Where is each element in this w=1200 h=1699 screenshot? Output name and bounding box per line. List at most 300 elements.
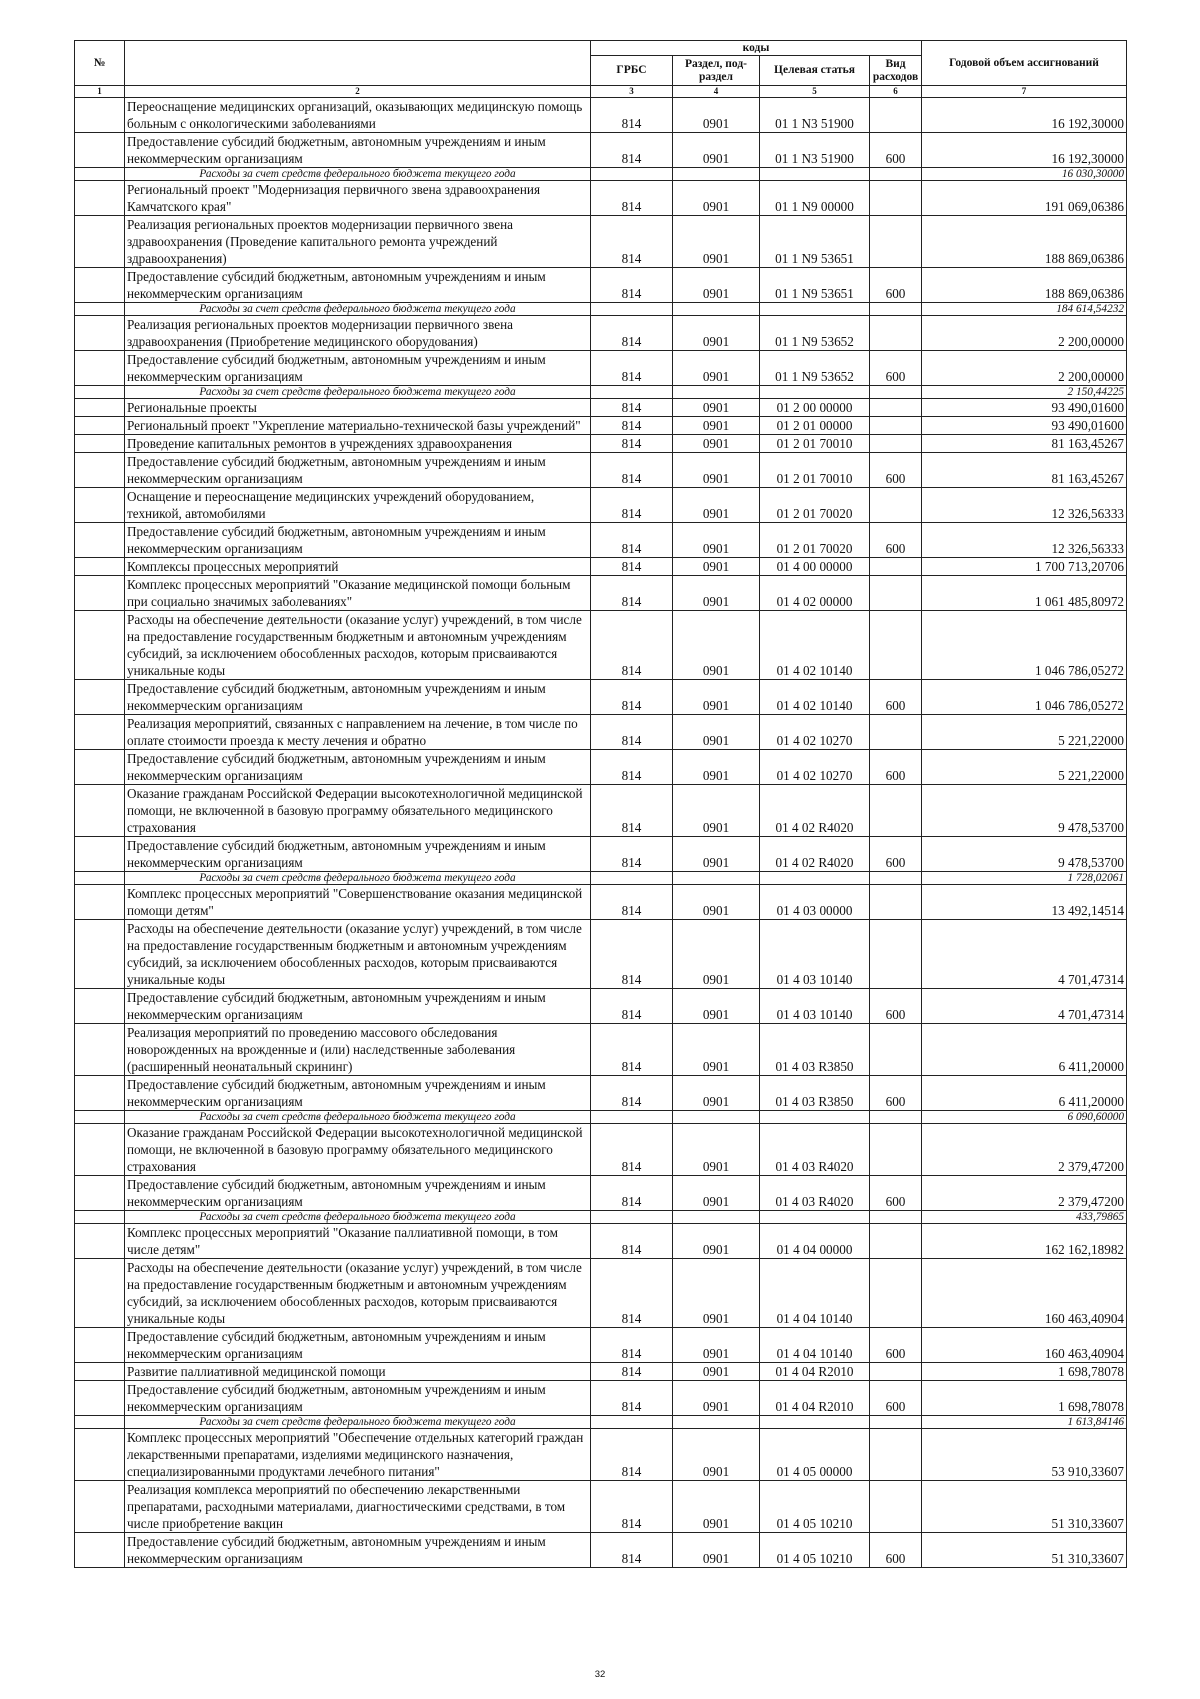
cell-grbs — [591, 1111, 673, 1124]
cell-kind — [870, 872, 922, 885]
table-row — [75, 837, 1127, 872]
cell-target: 01 4 03 R4020 — [760, 1124, 870, 1176]
table-header — [75, 41, 1127, 98]
cell-target: 01 4 02 10140 — [760, 611, 870, 680]
cell-kind — [870, 1363, 922, 1381]
cell-grbs — [591, 1416, 673, 1429]
cell-kind — [870, 1211, 922, 1224]
cell-kind — [870, 488, 922, 523]
cell-no — [75, 1224, 125, 1259]
cell-kind: 600 — [870, 268, 922, 303]
table-row — [75, 1328, 1127, 1363]
cell-amount: 1 698,78078 — [922, 1381, 1127, 1416]
cell-grbs: 814 — [591, 715, 673, 750]
cell-amount: 12 326,56333 — [922, 523, 1127, 558]
cell-section: 0901 — [673, 837, 760, 872]
cell-no — [75, 872, 125, 885]
column-number: 6 — [870, 86, 922, 98]
cell-name: Комплекс процессных мероприятий "Совершенствование оказания медицинской помощи детям" — [125, 885, 591, 920]
table-row — [75, 1124, 1127, 1176]
cell-target: 01 4 05 00000 — [760, 1429, 870, 1481]
cell-grbs: 814 — [591, 417, 673, 435]
table-row — [75, 1076, 1127, 1111]
cell-no — [75, 715, 125, 750]
cell-target: 01 4 04 R2010 — [760, 1381, 870, 1416]
cell-section: 0901 — [673, 885, 760, 920]
cell-target — [760, 303, 870, 316]
header-name — [125, 41, 591, 86]
cell-grbs: 814 — [591, 1363, 673, 1381]
cell-no — [75, 1429, 125, 1481]
cell-no — [75, 1363, 125, 1381]
federal-budget-row — [75, 1211, 1127, 1224]
cell-amount: 5 221,22000 — [922, 715, 1127, 750]
cell-kind — [870, 1124, 922, 1176]
table-row — [75, 750, 1127, 785]
cell-no — [75, 386, 125, 399]
cell-no — [75, 98, 125, 133]
table-row — [75, 785, 1127, 837]
table-row — [75, 417, 1127, 435]
cell-section — [673, 872, 760, 885]
cell-kind — [870, 303, 922, 316]
cell-section: 0901 — [673, 98, 760, 133]
cell-amount: 6 090,60000 — [922, 1111, 1127, 1124]
cell-name: Региональный проект "Укрепление материально-технической базы учреждений" — [125, 417, 591, 435]
cell-no — [75, 837, 125, 872]
cell-no — [75, 303, 125, 316]
page-number: 32 — [594, 1669, 606, 1680]
cell-section: 0901 — [673, 435, 760, 453]
cell-grbs — [591, 872, 673, 885]
cell-amount: 16 192,30000 — [922, 98, 1127, 133]
cell-kind: 600 — [870, 1176, 922, 1211]
cell-section: 0901 — [673, 316, 760, 351]
cell-target: 01 1 N9 00000 — [760, 181, 870, 216]
cell-kind — [870, 216, 922, 268]
cell-kind — [870, 558, 922, 576]
cell-section: 0901 — [673, 1024, 760, 1076]
cell-no — [75, 181, 125, 216]
cell-name: Расходы за счет средств федерального бюджета текущего года — [125, 1416, 591, 1429]
budget-table — [74, 40, 1127, 1568]
cell-target: 01 4 02 00000 — [760, 576, 870, 611]
cell-grbs: 814 — [591, 1176, 673, 1211]
cell-name: Расходы за счет средств федерального бюджета текущего года — [125, 386, 591, 399]
cell-grbs: 814 — [591, 1381, 673, 1416]
cell-section — [673, 1416, 760, 1429]
cell-grbs: 814 — [591, 1259, 673, 1328]
cell-grbs: 814 — [591, 1429, 673, 1481]
cell-kind — [870, 181, 922, 216]
cell-grbs: 814 — [591, 920, 673, 989]
cell-section: 0901 — [673, 1481, 760, 1533]
header-annual: Годовой объем ассигнований — [922, 41, 1127, 86]
cell-kind — [870, 715, 922, 750]
cell-target — [760, 1416, 870, 1429]
cell-kind — [870, 1224, 922, 1259]
cell-kind — [870, 168, 922, 181]
cell-no — [75, 1259, 125, 1328]
cell-target: 01 4 03 10140 — [760, 989, 870, 1024]
cell-grbs: 814 — [591, 837, 673, 872]
cell-name: Развитие паллиативной медицинской помощи — [125, 1363, 591, 1381]
cell-name: Предоставление субсидий бюджетным, автономным учреждениям и иным некоммерческим организациям — [125, 268, 591, 303]
column-number: 1 — [75, 86, 125, 98]
cell-grbs: 814 — [591, 1533, 673, 1568]
federal-budget-row — [75, 872, 1127, 885]
cell-section: 0901 — [673, 1363, 760, 1381]
cell-amount: 1 061 485,80972 — [922, 576, 1127, 611]
cell-amount: 2 379,47200 — [922, 1124, 1127, 1176]
cell-grbs: 814 — [591, 989, 673, 1024]
cell-target: 01 2 01 70020 — [760, 523, 870, 558]
cell-amount: 1 613,84146 — [922, 1416, 1127, 1429]
cell-grbs: 814 — [591, 488, 673, 523]
cell-target: 01 1 N3 51900 — [760, 98, 870, 133]
cell-name: Расходы за счет средств федерального бюджета текущего года — [125, 1111, 591, 1124]
cell-target: 01 4 04 00000 — [760, 1224, 870, 1259]
cell-grbs: 814 — [591, 1024, 673, 1076]
cell-kind — [870, 1481, 922, 1533]
cell-target: 01 2 01 70020 — [760, 488, 870, 523]
cell-section: 0901 — [673, 611, 760, 680]
cell-name: Расходы за счет средств федерального бюджета текущего года — [125, 872, 591, 885]
cell-amount: 2 200,00000 — [922, 351, 1127, 386]
cell-no — [75, 680, 125, 715]
cell-section: 0901 — [673, 1328, 760, 1363]
cell-kind — [870, 611, 922, 680]
cell-section: 0901 — [673, 680, 760, 715]
cell-kind — [870, 576, 922, 611]
cell-amount: 93 490,01600 — [922, 417, 1127, 435]
cell-kind: 600 — [870, 989, 922, 1024]
cell-no — [75, 435, 125, 453]
cell-section: 0901 — [673, 399, 760, 417]
header-section: Раздел, под-раздел — [673, 56, 760, 86]
cell-amount: 2 150,44225 — [922, 386, 1127, 399]
cell-name: Проведение капитальных ремонтов в учреждениях здравоохранения — [125, 435, 591, 453]
cell-no — [75, 750, 125, 785]
cell-target: 01 4 02 R4020 — [760, 785, 870, 837]
cell-section: 0901 — [673, 1076, 760, 1111]
cell-section — [673, 1111, 760, 1124]
table-row — [75, 453, 1127, 488]
cell-section: 0901 — [673, 558, 760, 576]
cell-grbs: 814 — [591, 453, 673, 488]
cell-kind: 600 — [870, 523, 922, 558]
cell-amount: 12 326,56333 — [922, 488, 1127, 523]
cell-name: Расходы за счет средств федерального бюджета текущего года — [125, 168, 591, 181]
cell-name: Предоставление субсидий бюджетным, автономным учреждениям и иным некоммерческим организациям — [125, 453, 591, 488]
cell-kind — [870, 1259, 922, 1328]
cell-section: 0901 — [673, 181, 760, 216]
table-row — [75, 1429, 1127, 1481]
cell-target: 01 4 02 10270 — [760, 715, 870, 750]
cell-section — [673, 1211, 760, 1224]
cell-amount: 1 728,02061 — [922, 872, 1127, 885]
cell-no — [75, 1176, 125, 1211]
cell-name: Расходы на обеспечение деятельности (оказание услуг) учреждений, в том числе на предоставление государственным бюджетным и автономным учреждениям субсидий, за исключением обособленных расходов, которым присваиваются уникальные коды — [125, 920, 591, 989]
header-target: Целевая статья — [760, 56, 870, 86]
column-number: 7 — [922, 86, 1127, 98]
cell-no — [75, 523, 125, 558]
cell-no — [75, 920, 125, 989]
cell-section: 0901 — [673, 1176, 760, 1211]
cell-amount: 51 310,33607 — [922, 1533, 1127, 1568]
cell-section — [673, 386, 760, 399]
table-row — [75, 435, 1127, 453]
cell-target: 01 4 02 10270 — [760, 750, 870, 785]
cell-no — [75, 1024, 125, 1076]
cell-amount: 191 069,06386 — [922, 181, 1127, 216]
table-row — [75, 523, 1127, 558]
cell-name: Расходы за счет средств федерального бюджета текущего года — [125, 303, 591, 316]
cell-kind — [870, 785, 922, 837]
cell-section: 0901 — [673, 523, 760, 558]
cell-section: 0901 — [673, 1224, 760, 1259]
cell-grbs: 814 — [591, 1124, 673, 1176]
cell-kind: 600 — [870, 1381, 922, 1416]
table-row — [75, 1024, 1127, 1076]
cell-grbs: 814 — [591, 133, 673, 168]
cell-target: 01 4 02 R4020 — [760, 837, 870, 872]
cell-amount: 9 478,53700 — [922, 785, 1127, 837]
cell-target — [760, 1211, 870, 1224]
cell-amount: 9 478,53700 — [922, 837, 1127, 872]
cell-name: Оказание гражданам Российской Федерации высокотехнологичной медицинской помощи, не включенной в базовую программу обязательного медицинского страхования — [125, 785, 591, 837]
cell-name: Комплекс процессных мероприятий "Оказание паллиативной помощи, в том числе детям" — [125, 1224, 591, 1259]
federal-budget-row — [75, 386, 1127, 399]
cell-no — [75, 558, 125, 576]
budget-table-sheet — [74, 40, 1126, 1568]
federal-budget-row — [75, 1111, 1127, 1124]
cell-grbs: 814 — [591, 1076, 673, 1111]
cell-name: Реализация комплекса мероприятий по обеспечению лекарственными препаратами, расходными материалами, диагностическими средствами, в том числе приобретение вакцин — [125, 1481, 591, 1533]
table-row — [75, 1481, 1127, 1533]
cell-section: 0901 — [673, 351, 760, 386]
cell-grbs: 814 — [591, 523, 673, 558]
cell-name: Предоставление субсидий бюджетным, автономным учреждениям и иным некоммерческим организациям — [125, 1533, 591, 1568]
cell-grbs: 814 — [591, 785, 673, 837]
cell-target: 01 1 N3 51900 — [760, 133, 870, 168]
cell-target — [760, 168, 870, 181]
cell-kind: 600 — [870, 453, 922, 488]
cell-target: 01 2 01 00000 — [760, 417, 870, 435]
table-row — [75, 1381, 1127, 1416]
cell-amount: 4 701,47314 — [922, 920, 1127, 989]
cell-no — [75, 216, 125, 268]
cell-target: 01 4 00 00000 — [760, 558, 870, 576]
cell-amount: 188 869,06386 — [922, 216, 1127, 268]
cell-no — [75, 351, 125, 386]
cell-grbs: 814 — [591, 216, 673, 268]
cell-amount: 81 163,45267 — [922, 453, 1127, 488]
cell-name: Реализация региональных проектов модернизации первичного звена здравоохранения (Приобретение медицинского оборудования) — [125, 316, 591, 351]
cell-name: Расходы на обеспечение деятельности (оказание услуг) учреждений, в том числе на предоставление государственным бюджетным и автономным учреждениям субсидий, за исключением обособленных расходов, которым присваиваются уникальные коды — [125, 611, 591, 680]
cell-section: 0901 — [673, 268, 760, 303]
cell-no — [75, 133, 125, 168]
table-row — [75, 488, 1127, 523]
cell-target: 01 4 03 R4020 — [760, 1176, 870, 1211]
cell-grbs — [591, 386, 673, 399]
cell-kind: 600 — [870, 1076, 922, 1111]
table-row — [75, 1176, 1127, 1211]
cell-name: Предоставление субсидий бюджетным, автономным учреждениям и иным некоммерческим организациям — [125, 351, 591, 386]
cell-name: Комплекс процессных мероприятий "Оказание медицинской помощи больным при социально значимых заболеваниях" — [125, 576, 591, 611]
cell-section: 0901 — [673, 1533, 760, 1568]
cell-target: 01 2 00 00000 — [760, 399, 870, 417]
cell-grbs — [591, 1211, 673, 1224]
cell-amount: 6 411,20000 — [922, 1076, 1127, 1111]
table-row — [75, 1224, 1127, 1259]
table-row — [75, 351, 1127, 386]
cell-name: Реализация мероприятий, связанных с направлением на лечение, в том числе по оплате стоимости проезда к месту лечения и обратно — [125, 715, 591, 750]
federal-budget-row — [75, 168, 1127, 181]
cell-target: 01 4 04 R2010 — [760, 1363, 870, 1381]
cell-name: Комплексы процессных мероприятий — [125, 558, 591, 576]
cell-kind: 600 — [870, 680, 922, 715]
cell-amount: 1 698,78078 — [922, 1363, 1127, 1381]
cell-amount: 188 869,06386 — [922, 268, 1127, 303]
cell-kind: 600 — [870, 1328, 922, 1363]
cell-no — [75, 1211, 125, 1224]
cell-target: 01 4 05 10210 — [760, 1481, 870, 1533]
cell-kind — [870, 316, 922, 351]
cell-name: Реализация региональных проектов модернизации первичного звена здравоохранения (Проведение капитального ремонта учреждений здравоохранения) — [125, 216, 591, 268]
cell-target: 01 2 01 70010 — [760, 453, 870, 488]
table-row — [75, 399, 1127, 417]
cell-grbs: 814 — [591, 435, 673, 453]
cell-no — [75, 488, 125, 523]
cell-kind — [870, 386, 922, 399]
cell-kind — [870, 399, 922, 417]
table-row — [75, 1363, 1127, 1381]
cell-name: Предоставление субсидий бюджетным, автономным учреждениям и иным некоммерческим организациям — [125, 1176, 591, 1211]
cell-no — [75, 399, 125, 417]
cell-target: 01 4 03 00000 — [760, 885, 870, 920]
cell-kind: 600 — [870, 750, 922, 785]
cell-amount: 162 162,18982 — [922, 1224, 1127, 1259]
cell-kind — [870, 885, 922, 920]
cell-grbs: 814 — [591, 399, 673, 417]
cell-grbs: 814 — [591, 680, 673, 715]
cell-name: Региональный проект "Модернизация первичного звена здравоохранения Камчатского края" — [125, 181, 591, 216]
cell-target — [760, 1111, 870, 1124]
cell-no — [75, 885, 125, 920]
cell-section: 0901 — [673, 1259, 760, 1328]
table-row — [75, 885, 1127, 920]
cell-target: 01 4 04 10140 — [760, 1259, 870, 1328]
cell-grbs: 814 — [591, 1328, 673, 1363]
cell-section: 0901 — [673, 133, 760, 168]
cell-name: Предоставление субсидий бюджетным, автономным учреждениям и иным некоммерческим организациям — [125, 1076, 591, 1111]
cell-amount: 433,79865 — [922, 1211, 1127, 1224]
cell-amount: 16 192,30000 — [922, 133, 1127, 168]
cell-section: 0901 — [673, 715, 760, 750]
cell-name: Оснащение и переоснащение медицинских учреждений оборудованием, техникой, автомобилями — [125, 488, 591, 523]
federal-budget-row — [75, 1416, 1127, 1429]
cell-amount: 81 163,45267 — [922, 435, 1127, 453]
cell-section: 0901 — [673, 1429, 760, 1481]
table-row — [75, 181, 1127, 216]
cell-amount: 1 046 786,05272 — [922, 680, 1127, 715]
header-no: № — [75, 41, 125, 86]
cell-grbs: 814 — [591, 351, 673, 386]
cell-no — [75, 168, 125, 181]
cell-section: 0901 — [673, 576, 760, 611]
cell-no — [75, 1416, 125, 1429]
cell-name: Реализация мероприятий по проведению массового обследования новорожденных на врожденные и (или) наследственные заболевания (расширенный неонатальный скрининг) — [125, 1024, 591, 1076]
cell-target: 01 2 01 70010 — [760, 435, 870, 453]
cell-target — [760, 386, 870, 399]
cell-section: 0901 — [673, 488, 760, 523]
cell-amount: 2 379,47200 — [922, 1176, 1127, 1211]
table-row — [75, 316, 1127, 351]
cell-amount: 2 200,00000 — [922, 316, 1127, 351]
cell-name: Расходы на обеспечение деятельности (оказание услуг) учреждений, в том числе на предоставление государственным бюджетным и автономным учреждениям субсидий, за исключением обособленных расходов, которым присваиваются уникальные коды — [125, 1259, 591, 1328]
cell-name: Региональные проекты — [125, 399, 591, 417]
cell-amount: 184 614,54232 — [922, 303, 1127, 316]
cell-target: 01 4 02 10140 — [760, 680, 870, 715]
cell-target: 01 1 N9 53651 — [760, 216, 870, 268]
table-row — [75, 920, 1127, 989]
cell-grbs: 814 — [591, 98, 673, 133]
cell-grbs — [591, 168, 673, 181]
cell-name: Предоставление субсидий бюджетным, автономным учреждениям и иным некоммерческим организациям — [125, 837, 591, 872]
cell-kind — [870, 435, 922, 453]
cell-amount: 4 701,47314 — [922, 989, 1127, 1024]
cell-amount: 6 411,20000 — [922, 1024, 1127, 1076]
cell-target: 01 1 N9 53652 — [760, 351, 870, 386]
cell-name: Предоставление субсидий бюджетным, автономным учреждениям и иным некоммерческим организациям — [125, 750, 591, 785]
table-row — [75, 611, 1127, 680]
cell-no — [75, 1076, 125, 1111]
cell-grbs: 814 — [591, 1481, 673, 1533]
cell-amount: 1 046 786,05272 — [922, 611, 1127, 680]
table-row — [75, 680, 1127, 715]
cell-name: Предоставление субсидий бюджетным, автономным учреждениям и иным некоммерческим организациям — [125, 680, 591, 715]
table-row — [75, 715, 1127, 750]
cell-amount: 5 221,22000 — [922, 750, 1127, 785]
cell-section: 0901 — [673, 989, 760, 1024]
column-number: 2 — [125, 86, 591, 98]
cell-name: Предоставление субсидий бюджетным, автономным учреждениям и иным некоммерческим организациям — [125, 523, 591, 558]
cell-grbs: 814 — [591, 611, 673, 680]
cell-amount: 93 490,01600 — [922, 399, 1127, 417]
cell-grbs: 814 — [591, 885, 673, 920]
cell-kind — [870, 1416, 922, 1429]
cell-no — [75, 1533, 125, 1568]
cell-section — [673, 303, 760, 316]
cell-kind — [870, 417, 922, 435]
cell-target: 01 4 03 R3850 — [760, 1076, 870, 1111]
cell-grbs: 814 — [591, 268, 673, 303]
cell-no — [75, 417, 125, 435]
cell-section — [673, 168, 760, 181]
cell-target — [760, 872, 870, 885]
cell-kind: 600 — [870, 351, 922, 386]
cell-no — [75, 1381, 125, 1416]
cell-no — [75, 453, 125, 488]
cell-section: 0901 — [673, 216, 760, 268]
cell-no — [75, 785, 125, 837]
cell-target: 01 4 03 10140 — [760, 920, 870, 989]
cell-no — [75, 1124, 125, 1176]
cell-section: 0901 — [673, 453, 760, 488]
cell-name: Предоставление субсидий бюджетным, автономным учреждениям и иным некоммерческим организациям — [125, 1328, 591, 1363]
cell-kind — [870, 1024, 922, 1076]
